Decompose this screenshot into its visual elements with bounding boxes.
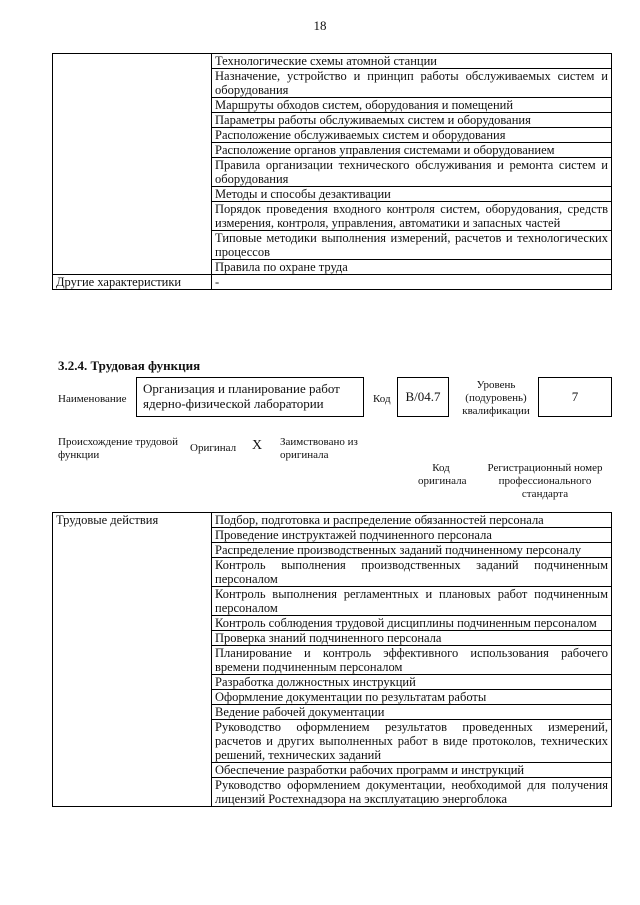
table-cell: Оформление документации по результатам работы	[212, 690, 612, 705]
table-cell: Типовые методики выполнения измерений, расчетов и технологических процессов	[212, 231, 612, 260]
original-label: Оригинал	[190, 442, 237, 454]
table-cell: Правила по охране труда	[212, 260, 612, 275]
table-cell: Параметры работы обслуживаемых систем и оборудования	[212, 113, 612, 128]
table-row	[53, 275, 612, 290]
table-cell: Планирование и контроль эффективного использования рабочего времени подчиненным персоналом	[212, 646, 612, 675]
table-cell: Проведение инструктажей подчиненного персонала	[212, 528, 612, 543]
table-cell: Обеспечение разработки рабочих программ и инструкций	[212, 763, 612, 778]
table-cell: Методы и способы дезактивации	[212, 187, 612, 202]
section-heading: 3.2.4. Трудовая функция	[58, 358, 201, 373]
table-cell: Ведение рабочей документации	[212, 705, 612, 720]
table-cell: Правила организации технического обслуживания и ремонта систем и оборудования	[212, 158, 612, 187]
origin-code-label: Код оригинала	[418, 462, 467, 487]
table-cell: Порядок проведения входного контроля систем, оборудования, средств измерения, контроля, управления, автоматики и запасных частей	[212, 202, 612, 231]
table-cell: Контроль соблюдения трудовой дисциплины подчиненным персоналом	[212, 616, 612, 631]
function-name-box: Организация и планирование работ ядерно-физической лаборатории	[136, 377, 364, 417]
table-row	[53, 54, 612, 69]
table-cell: Разработка должностных инструкций	[212, 675, 612, 690]
table-cell: Технологические схемы атомной станции	[212, 54, 612, 69]
knowledge-table	[52, 53, 612, 290]
table-cell: Руководство оформлением документации, необходимой для получения лицензий Ростехнадзора на эксплуатацию энергоблока	[212, 778, 612, 807]
registration-number-label: Регистрационный номер профессионального стандарта	[487, 462, 603, 500]
table-row	[53, 513, 612, 528]
level-box: 7	[538, 377, 612, 417]
knowledge-label-cell	[53, 54, 212, 275]
table-cell: Расположение обслуживаемых систем и оборудования	[212, 128, 612, 143]
table-cell: Назначение, устройство и принцип работы обслуживаемых систем и оборудования	[212, 69, 612, 98]
original-mark: X	[252, 438, 263, 453]
level-label: Уровень (подуровень) квалификации	[462, 379, 530, 417]
table-cell: Подбор, подготовка и распределение обязанностей персонала	[212, 513, 612, 528]
page-number: 18	[313, 18, 327, 33]
code-box: B/04.7	[397, 377, 449, 417]
table-cell: Маршруты обходов систем, оборудования и помещений	[212, 98, 612, 113]
labour-actions-label: Трудовые действия	[53, 513, 212, 807]
table-cell: Руководство оформлением результатов проведенных измерений, расчетов и других выполненных работ в виде протоколов, технических решений, технических заданий	[212, 720, 612, 763]
table-cell: Распределение производственных заданий подчиненному персоналу	[212, 543, 612, 558]
borrowed-label: Заимствовано из оригинала	[280, 436, 358, 461]
code-label: Код	[373, 393, 391, 405]
table-cell: Контроль выполнения регламентных и плановых работ подчиненным персоналом	[212, 587, 612, 616]
table-cell: Проверка знаний подчиненного персонала	[212, 631, 612, 646]
other-characteristics-label: Другие характеристики	[53, 275, 212, 290]
table-cell: Контроль выполнения производственных заданий подчиненным персоналом	[212, 558, 612, 587]
origin-label: Происхождение трудовой функции	[58, 436, 179, 461]
name-label: Наименование	[58, 393, 127, 405]
labour-actions-table	[52, 512, 612, 807]
table-cell: Расположение органов управления системами и оборудованием	[212, 143, 612, 158]
other-characteristics-value: -	[212, 275, 612, 290]
